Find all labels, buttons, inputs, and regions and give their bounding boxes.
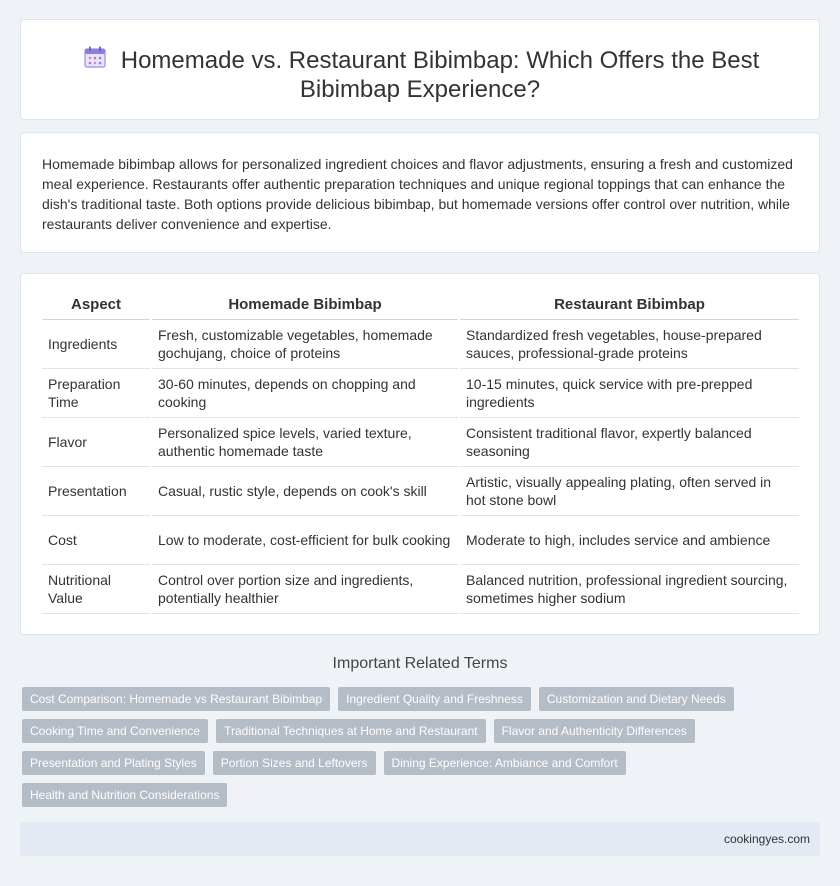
intro-card bbox=[20, 132, 820, 253]
related-terms-list bbox=[22, 687, 742, 807]
footer bbox=[20, 822, 820, 856]
page-title-line-2: Bibimbap Experience? bbox=[299, 76, 541, 103]
comparison-table-card bbox=[20, 273, 820, 635]
row-aspect: Preparation Time bbox=[42, 368, 151, 417]
table-header-row bbox=[42, 294, 799, 319]
row-restaurant: 10-15 minutes, quick service with pre-prepped ingredients bbox=[459, 368, 799, 417]
row-restaurant: Artistic, visually appealing plating, often served in hot stone bowl bbox=[459, 466, 799, 515]
related-terms-heading: Important Related Terms bbox=[332, 655, 508, 672]
table-row bbox=[42, 564, 799, 613]
footer-site-link[interactable]: cookingyes.com bbox=[723, 832, 810, 846]
page-title-line-1: Homemade vs. Restaurant Bibimbap: Which Offers the Best bbox=[120, 47, 760, 74]
table-row bbox=[42, 368, 799, 417]
row-aspect: Ingredients bbox=[42, 319, 151, 368]
term-tag[interactable]: Cooking Time and Convenience bbox=[22, 719, 208, 743]
term-tag[interactable]: Portion Sizes and Leftovers bbox=[213, 751, 376, 775]
row-homemade: Casual, rustic style, depends on cook's skill bbox=[151, 466, 459, 515]
row-homemade: Personalized spice levels, varied texture, authentic homemade taste bbox=[151, 417, 459, 466]
table-row bbox=[42, 319, 799, 368]
table-row bbox=[42, 466, 799, 515]
term-tag[interactable]: Traditional Techniques at Home and Restaurant bbox=[216, 719, 485, 743]
column-header-aspect: Aspect bbox=[42, 294, 151, 319]
row-restaurant: Standardized fresh vegetables, house-prepared sauces, professional-grade proteins bbox=[459, 319, 799, 368]
row-restaurant: Consistent traditional flavor, expertly balanced seasoning bbox=[459, 417, 799, 466]
row-aspect: Cost bbox=[42, 515, 151, 564]
page-title bbox=[21, 46, 819, 104]
term-tag[interactable]: Presentation and Plating Styles bbox=[22, 751, 205, 775]
column-header-homemade: Homemade Bibimbap bbox=[151, 294, 459, 319]
row-restaurant: Balanced nutrition, professional ingredient sourcing, sometimes higher sodium bbox=[459, 564, 799, 613]
intro-text: Homemade bibimbap allows for personalized ingredient choices and flavor adjustments, ensuring a fresh and customized meal experience. Restaurants offer authentic preparation techniques and unique regional toppings that can enhance the dish's traditional taste. Both options provide delicious bibimbap, but homemade versions offer control over nutrition, while restaurants deliver convenience and expertise. bbox=[42, 156, 793, 232]
column-header-restaurant: Restaurant Bibimbap bbox=[459, 294, 799, 319]
header-card bbox=[20, 19, 820, 120]
row-aspect: Nutritional Value bbox=[42, 564, 151, 613]
row-aspect: Presentation bbox=[42, 466, 151, 515]
term-tag[interactable]: Ingredient Quality and Freshness bbox=[338, 687, 531, 711]
term-tag[interactable]: Cost Comparison: Homemade vs Restaurant Bibimbap bbox=[22, 687, 330, 711]
term-tag[interactable]: Health and Nutrition Considerations bbox=[22, 783, 227, 807]
term-tag[interactable]: Customization and Dietary Needs bbox=[539, 687, 734, 711]
row-aspect: Flavor bbox=[42, 417, 151, 466]
comparison-table bbox=[42, 294, 799, 614]
row-homemade: Low to moderate, cost-efficient for bulk cooking bbox=[151, 515, 459, 564]
row-homemade: Fresh, customizable vegetables, homemade gochujang, choice of proteins bbox=[151, 319, 459, 368]
term-tag[interactable]: Flavor and Authenticity Differences bbox=[494, 719, 695, 743]
table-row bbox=[42, 515, 799, 564]
row-homemade: Control over portion size and ingredients, potentially healthier bbox=[151, 564, 459, 613]
table-row bbox=[42, 417, 799, 466]
row-homemade: 30-60 minutes, depends on chopping and cooking bbox=[151, 368, 459, 417]
row-restaurant: Moderate to high, includes service and ambience bbox=[459, 515, 799, 564]
term-tag[interactable]: Dining Experience: Ambiance and Comfort bbox=[384, 751, 626, 775]
